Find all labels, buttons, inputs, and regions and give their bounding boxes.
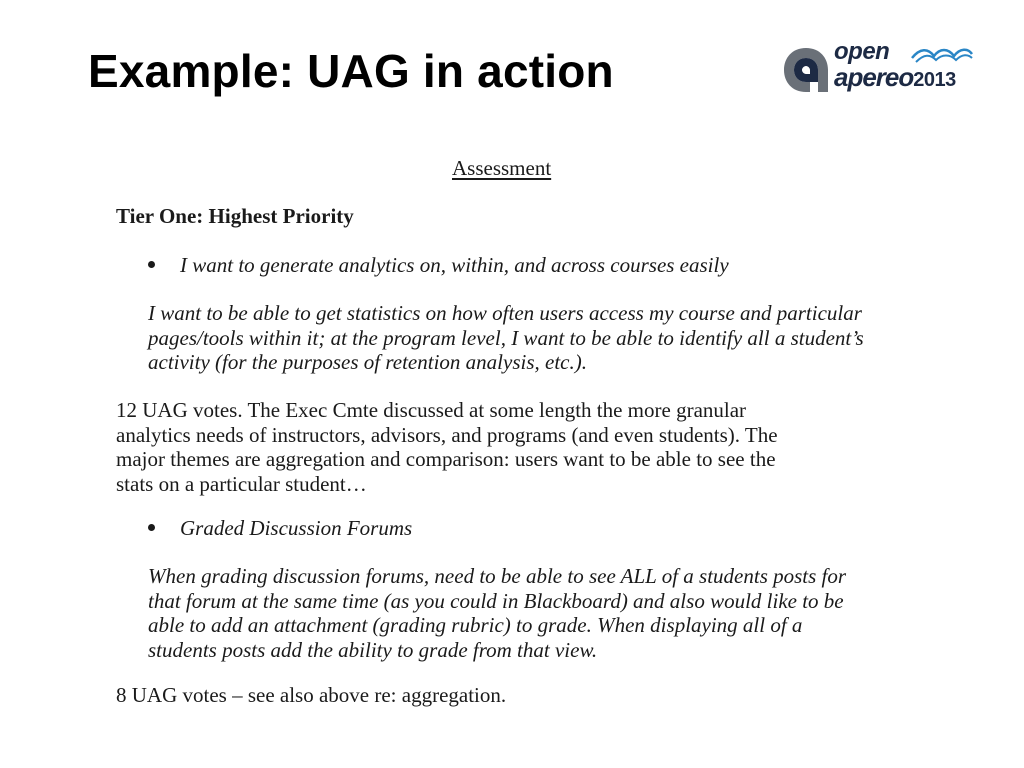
bullet-icon bbox=[148, 261, 155, 268]
item-notes bbox=[116, 398, 778, 496]
logo-year: 2013 bbox=[913, 69, 956, 91]
text-line: that forum at the same time (as you could in Blackboard) and also would like to be bbox=[148, 588, 844, 613]
tier-heading: Tier One: Highest Priority bbox=[116, 204, 354, 228]
item-description bbox=[148, 564, 846, 662]
text-line: major themes are aggregation and comparison: users want to be able to see the bbox=[116, 447, 776, 471]
document-heading: Assessment bbox=[452, 156, 552, 180]
item-notes bbox=[116, 683, 506, 708]
logo-apereo-text: apereo bbox=[834, 62, 914, 92]
text-line: I want to be able to get statistics on how often users access my course and particular bbox=[148, 301, 862, 325]
text-line: pages/tools within it; at the program level, I want to be able to identify all a student’s bbox=[148, 325, 864, 350]
bullet-text: I want to generate analytics on, within, and across courses easily bbox=[180, 253, 729, 277]
logo-word-open: open bbox=[834, 38, 890, 65]
slide-title: Example: UAG in action bbox=[88, 45, 614, 97]
text-line: When grading discussion forums, need to be able to see ALL of a students posts for bbox=[148, 564, 847, 588]
bullet-text: Graded Discussion Forums bbox=[180, 516, 413, 540]
bullet-icon bbox=[148, 524, 155, 531]
text-line: 8 UAG votes – see also above re: aggregation. bbox=[116, 683, 507, 707]
text-line: activity (for the purposes of retention analysis, etc.). bbox=[148, 350, 587, 374]
text-line: students posts add the ability to grade from that view. bbox=[148, 637, 598, 662]
text-line: able to add an attachment (grading rubric) to grade. When displaying all of a bbox=[148, 613, 803, 637]
text-line: analytics needs of instructors, advisors, and programs (and even students). The bbox=[116, 422, 778, 447]
item-description bbox=[148, 301, 864, 375]
text-line: stats on a particular student… bbox=[116, 471, 367, 496]
text-line: 12 UAG votes. The Exec Cmte discussed at some length the more granular bbox=[116, 398, 747, 422]
